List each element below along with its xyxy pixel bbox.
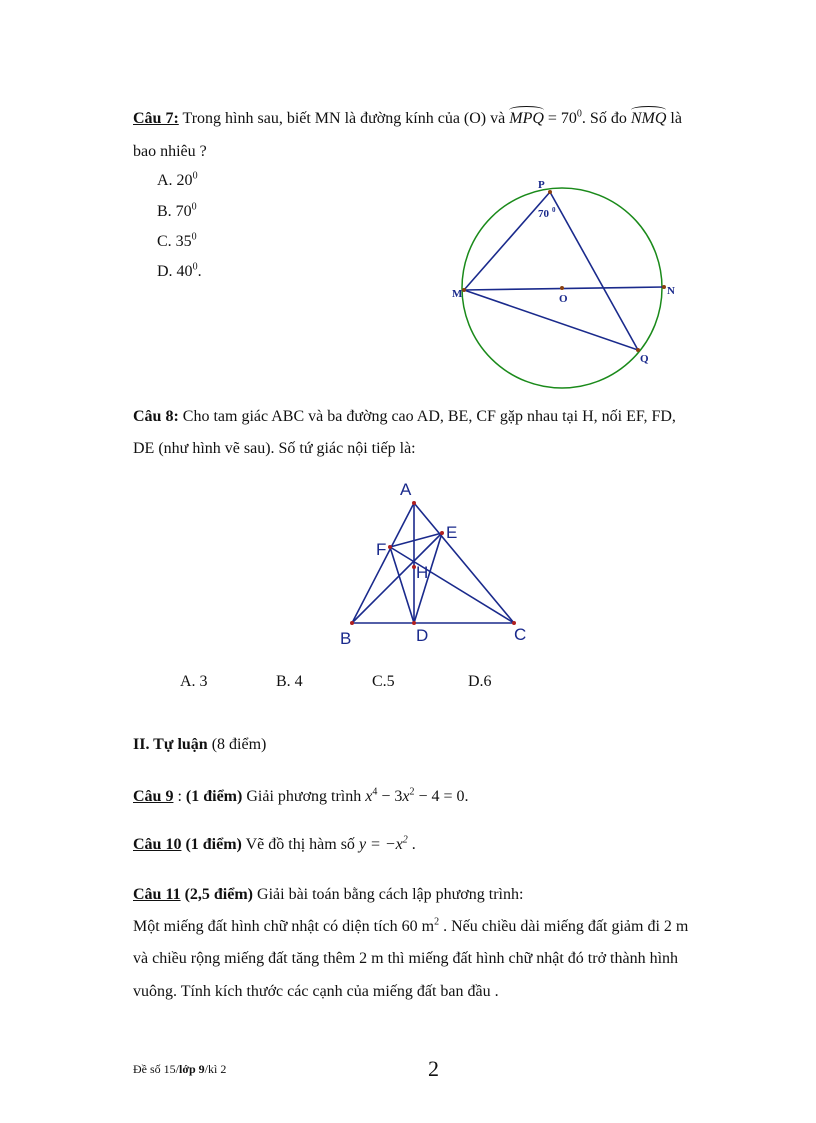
label-c: C bbox=[514, 625, 527, 644]
q7-text-before: Trong hình sau, biết MN là đường kính của (O) và bbox=[182, 110, 506, 127]
q7-option-d: D. $40^0$. bbox=[157, 261, 202, 280]
q8-option-b: B. 4 bbox=[276, 673, 303, 690]
label-h: H bbox=[416, 563, 429, 582]
q9-label: Câu 9 bbox=[133, 788, 174, 805]
label-m: M bbox=[452, 288, 463, 300]
q10-label: Câu 10 bbox=[133, 836, 182, 853]
q9-equation: $x^4 - 3x^2 - 4 = 0$ bbox=[365, 786, 465, 805]
label-b: B bbox=[340, 629, 352, 648]
q9-points: (1 điểm) bbox=[185, 788, 243, 805]
point-f-dot bbox=[388, 545, 392, 549]
label-angle-degree: 0 bbox=[552, 206, 556, 214]
point-o-dot bbox=[560, 286, 564, 290]
q8-text1: Cho tam giác ABC và ba đường cao AD, BE, CF gặp nhau tại H, nối EF, FD, bbox=[182, 408, 676, 425]
q8-line1 bbox=[133, 408, 676, 426]
point-b-dot bbox=[350, 621, 354, 625]
q11-line3: và chiều rộng miếng đất tăng thêm 2 m thì miếng đất hình chữ nhật đó trở thành hình bbox=[133, 950, 679, 967]
q11-line1 bbox=[133, 886, 523, 904]
q7-circle-figure bbox=[440, 170, 690, 395]
side-ab bbox=[352, 503, 414, 623]
q7-text-mid: . Số đo bbox=[581, 110, 627, 127]
label-e: E bbox=[446, 523, 458, 542]
q9-line: Câu 9 : (1 điểm) Giải phương trình $x^4 - 3x^2 - 4 = 0$. bbox=[133, 786, 469, 805]
segment-mq bbox=[464, 290, 638, 350]
q7-arc-mpq: MPQ bbox=[509, 106, 544, 128]
label-o: O bbox=[559, 293, 568, 305]
label-p: P bbox=[538, 179, 545, 191]
q10-equation: $y = -x^2$ bbox=[358, 834, 408, 853]
altitude-cf bbox=[390, 547, 514, 623]
q7-line1 bbox=[133, 106, 682, 128]
q9-text: Giải phương trình bbox=[246, 788, 362, 805]
label-q: Q bbox=[640, 353, 649, 365]
label-f: F bbox=[376, 540, 387, 559]
q8-option-d: D.6 bbox=[468, 673, 492, 690]
segment-pq bbox=[550, 192, 638, 350]
page-number: 2 bbox=[428, 1056, 439, 1081]
q8-option-c: C.5 bbox=[372, 673, 395, 690]
q10-line: Câu 10 (1 điểm) Vẽ đồ thị hàm số $y = -x^2$ . bbox=[133, 834, 416, 853]
q7-option-b: B. $70^0$ bbox=[157, 201, 197, 220]
q8-line2: DE (như hình vẽ sau). Số tứ giác nội tiếp là: bbox=[133, 440, 416, 457]
q7-option-a: A. $20^0$ bbox=[157, 170, 198, 189]
q11-label: Câu 11 bbox=[133, 886, 181, 903]
label-n: N bbox=[667, 285, 675, 297]
q7-label: Câu 7: bbox=[133, 110, 179, 127]
q10-points: (1 điểm) bbox=[185, 836, 242, 853]
q7-eq1-degree: 0 bbox=[576, 108, 582, 120]
label-a: A bbox=[400, 480, 412, 499]
q8-label: Câu 8: bbox=[133, 408, 179, 425]
part2-score: (8 điểm) bbox=[211, 736, 267, 753]
q11-line4: vuông. Tính kích thước các cạnh của miếng đất ban đầu . bbox=[133, 983, 499, 1000]
q11-line2: Một miếng đất hình chữ nhật có diện tích 60 $m^2$ . Nếu chiều dài miếng đất giảm đi 2 m bbox=[133, 916, 689, 935]
part2-heading bbox=[133, 736, 266, 754]
part2-title: II. Tự luận bbox=[133, 736, 208, 753]
point-e-dot bbox=[440, 531, 444, 535]
q8-triangle-figure bbox=[330, 475, 540, 650]
q7-text-end: là bbox=[670, 110, 682, 127]
side-ac bbox=[414, 503, 514, 623]
q7-line2: bao nhiêu ? bbox=[133, 143, 207, 160]
q7-option-c: C. $35^0$ bbox=[157, 231, 197, 250]
point-m-dot bbox=[462, 288, 466, 292]
label-d: D bbox=[416, 626, 429, 645]
segment-mn bbox=[464, 287, 664, 290]
label-angle: 70 bbox=[538, 208, 549, 220]
point-n-dot bbox=[662, 285, 666, 289]
point-q-dot bbox=[636, 348, 640, 352]
point-p-dot bbox=[548, 190, 552, 194]
q11-text: Giải bài toán bằng cách lập phương trình: bbox=[257, 886, 524, 903]
point-d-dot bbox=[412, 621, 416, 625]
point-a-dot bbox=[412, 501, 416, 505]
q8-option-a: A. 3 bbox=[180, 673, 208, 690]
footer-doc-id: Đề số 15/lớp 9/kì 2 bbox=[133, 1062, 227, 1076]
segment-mp bbox=[464, 192, 550, 290]
q7-arc-nmq: NMQ bbox=[631, 106, 667, 128]
q11-points: (2,5 điểm) bbox=[184, 886, 254, 903]
segment-fd bbox=[390, 547, 414, 623]
q7-eq1: = 70 bbox=[543, 110, 577, 127]
q10-text: Vẽ đồ thị hàm số bbox=[245, 836, 355, 853]
